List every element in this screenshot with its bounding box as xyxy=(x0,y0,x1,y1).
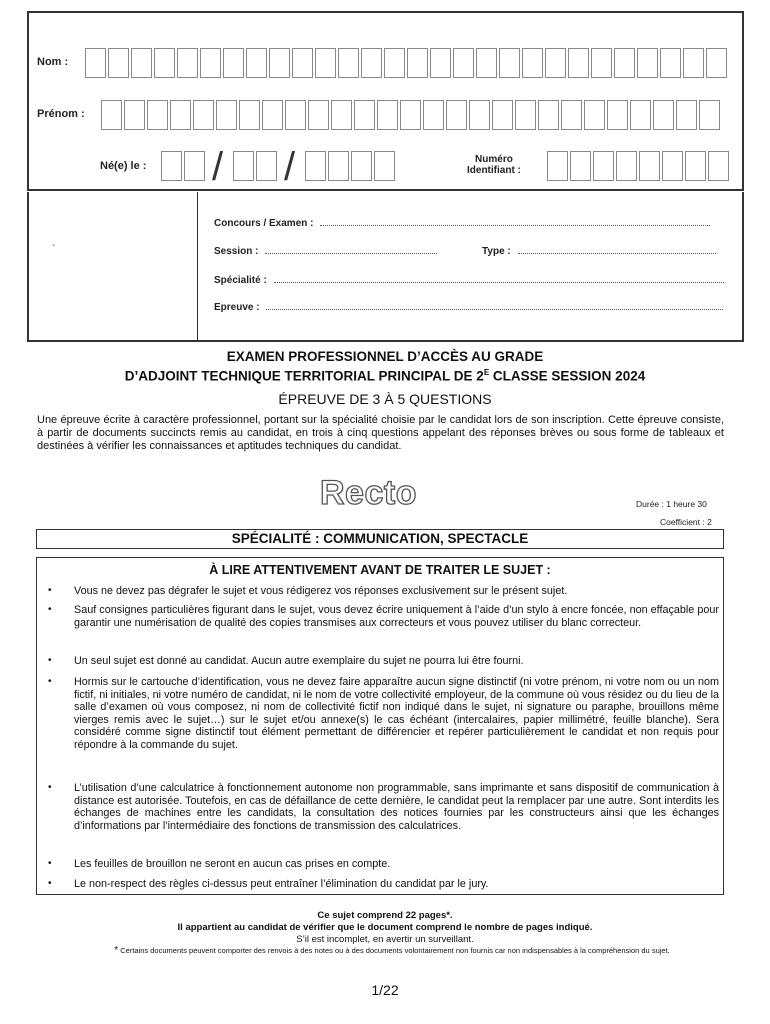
letter-box[interactable] xyxy=(147,100,168,130)
bullet: • xyxy=(48,585,52,596)
letter-box[interactable] xyxy=(131,48,152,78)
page-number: 1/22 xyxy=(371,982,399,998)
identifier-label: Numéro Identifiant : xyxy=(467,154,521,176)
letter-box[interactable] xyxy=(374,151,395,181)
rule-item: Vous ne devez pas dégrafer le sujet et vous rédigerez vos réponses exclusivement sur le présent sujet. xyxy=(74,585,568,597)
left-mark: - xyxy=(52,240,56,251)
bullet: • xyxy=(48,782,52,793)
rule-item: L’utilisation d’une calculatrice à fonctionnement autonome non programmable, sans imprimante et sans dispositif de communication à distance est autorisée. Toutefois, en cas de défaillance de cette dernière, le candidat peut la remplacer par une autre. Sont interdits les échanges de machines entre les candidats, la consultation des notices fournies par les constructeurs ainsi que les échanges d’informations par l’intermédiaire des fonctions de transmission des calculatrices. xyxy=(74,782,719,832)
letter-box[interactable] xyxy=(453,48,474,78)
type-field[interactable] xyxy=(518,244,716,254)
verify-note: Il appartient au candidat de vérifier que le document comprend le nombre de pages indiqué. xyxy=(177,922,593,933)
letter-box[interactable] xyxy=(384,48,405,78)
letter-box[interactable] xyxy=(154,48,175,78)
letter-box[interactable] xyxy=(246,48,267,78)
letter-box[interactable] xyxy=(568,48,589,78)
session-label: Session : xyxy=(214,246,259,257)
letter-box[interactable] xyxy=(653,100,674,130)
letter-box[interactable] xyxy=(170,100,191,130)
letter-box[interactable] xyxy=(676,100,697,130)
letter-box[interactable] xyxy=(591,48,612,78)
type-label: Type : xyxy=(482,246,511,257)
letter-box[interactable] xyxy=(522,48,543,78)
letter-box[interactable] xyxy=(193,100,214,130)
coefficient: Coefficient : 2 xyxy=(660,517,712,527)
concours-label: Concours / Examen : xyxy=(214,218,314,229)
rules-title: À LIRE ATTENTIVEMENT AVANT DE TRAITER LE SUJET : xyxy=(209,563,551,577)
session-row xyxy=(214,244,716,257)
bullet: • xyxy=(48,858,52,869)
letter-box[interactable] xyxy=(492,100,513,130)
letter-box[interactable] xyxy=(305,151,326,181)
rules-box xyxy=(36,557,724,895)
letter-box[interactable] xyxy=(476,48,497,78)
letter-box[interactable] xyxy=(328,151,349,181)
concours-field[interactable] xyxy=(320,216,710,226)
birth-day-field[interactable] xyxy=(161,151,207,181)
letter-box[interactable] xyxy=(616,151,637,181)
exam-title-line2: D’ADJOINT TECHNIQUE TERRITORIAL PRINCIPAL DE $2^E$ CLASSE SESSION 2024 xyxy=(124,368,646,384)
letter-box[interactable] xyxy=(584,100,605,130)
letter-box[interactable] xyxy=(161,151,182,181)
specialite-field[interactable] xyxy=(274,273,724,283)
page-count-note: Ce sujet comprend 22 pages*. xyxy=(317,910,453,921)
letter-box[interactable] xyxy=(607,100,628,130)
letter-box[interactable] xyxy=(184,151,205,181)
letter-box[interactable] xyxy=(614,48,635,78)
epreuve-field[interactable] xyxy=(266,300,723,310)
letter-box[interactable] xyxy=(561,100,582,130)
incomplete-note: S’il est incomplet, en avertir un surveillant. xyxy=(296,934,474,945)
specialite-label: Spécialité : xyxy=(214,275,267,286)
bullet: • xyxy=(48,655,52,666)
recto-watermark: Recto xyxy=(320,474,417,512)
letter-box[interactable] xyxy=(706,48,727,78)
exam-info-box xyxy=(27,192,744,342)
letter-box[interactable] xyxy=(547,151,568,181)
letter-box[interactable] xyxy=(338,48,359,78)
letter-box[interactable] xyxy=(216,100,237,130)
letter-box[interactable] xyxy=(200,48,221,78)
letter-box[interactable] xyxy=(630,100,651,130)
specialty-banner: SPÉCIALITÉ : COMMUNICATION, SPECTACLE xyxy=(36,529,724,549)
letter-box[interactable] xyxy=(351,151,372,181)
letter-box[interactable] xyxy=(308,100,329,130)
footnote: * Certains documents peuvent comporter des renvois à des notes ou à des documents volontairement non fournis car non indispensables à la compréhension du sujet. xyxy=(114,945,670,956)
letter-box[interactable] xyxy=(593,151,614,181)
letter-box[interactable] xyxy=(315,48,336,78)
letter-box[interactable] xyxy=(423,100,444,130)
rule-item: Sauf consignes particulières figurant dans le sujet, vous devez écrire uniquement à l’aide d’un stylo à encre foncée, non effaçable pour garantir une numérisation de qualité des copies transmises aux correcteurs et vous pouvez utiliser du blanc correcteur. xyxy=(74,604,719,629)
letter-box[interactable] xyxy=(177,48,198,78)
concours-row xyxy=(214,216,710,229)
letter-box[interactable] xyxy=(101,100,122,130)
bullet: • xyxy=(48,878,52,889)
letter-box[interactable] xyxy=(515,100,536,130)
identification-box xyxy=(27,11,744,191)
prenom-label: Prénom : xyxy=(37,108,85,120)
letter-box[interactable] xyxy=(377,100,398,130)
letter-box[interactable] xyxy=(469,100,490,130)
letter-box[interactable] xyxy=(361,48,382,78)
letter-box[interactable] xyxy=(292,48,313,78)
info-divider xyxy=(197,192,198,340)
prenom-field[interactable] xyxy=(101,100,722,130)
bullet: • xyxy=(48,604,52,615)
nom-field[interactable] xyxy=(85,48,729,78)
letter-box[interactable] xyxy=(400,100,421,130)
exam-intro: Une épreuve écrite à caractère professionnel, portant sur la spécialité choisie par le candidat lors de son inscription. Cette épreuve consiste, à partir de documents succincts remis au candidat, en trois à cinq questions appelant des réponses brèves ou sous forme de tableaux et destinées à vérifier les connaissances et aptitudes techniques du candidat. xyxy=(37,414,724,452)
rule-item: Le non-respect des règles ci-dessus peut entraîner l’élimination du candidat par le jury. xyxy=(74,878,489,890)
letter-box[interactable] xyxy=(262,100,283,130)
birth-year-field[interactable] xyxy=(305,151,397,181)
exam-title-line1: EXAMEN PROFESSIONNEL D’ACCÈS AU GRADE xyxy=(226,349,544,364)
duration: Durée : 1 heure 30 xyxy=(636,499,707,509)
birthdate-label: Né(e) le : xyxy=(100,160,147,172)
letter-box[interactable] xyxy=(285,100,306,130)
letter-box[interactable] xyxy=(662,151,683,181)
birth-month-field[interactable] xyxy=(233,151,279,181)
letter-box[interactable] xyxy=(708,151,729,181)
letter-box[interactable] xyxy=(430,48,451,78)
rule-item: Hormis sur le cartouche d’identification, vous ne devez faire apparaître aucun signe distinctif (ni votre prénom, ni votre nom ou un nom fictif, ni initiales, ni votre numéro de candidat, ni le nom de votre collectivité employeur, de la commune où vous résidez ou du lieu de la salle d’examen où vous composez, ni nom de collectivité fictif non indiqué dans le sujet, ni signature ou paraphe, brouillons même vierges remis avec le sujet…) sur le sujet et/ou annexe(s) le cas échéant (intercalaires, papier millimétré, feuille blanche). Sera considéré comme signe distinctif tout élément permettant de différencier et repérer particulièrement le candidat et non requis pour répondre à la commande du sujet. xyxy=(74,676,719,751)
nom-label: Nom : xyxy=(37,56,69,68)
letter-box[interactable] xyxy=(331,100,352,130)
letter-box[interactable] xyxy=(85,48,106,78)
letter-box[interactable] xyxy=(683,48,704,78)
letter-box[interactable] xyxy=(124,100,145,130)
letter-box[interactable] xyxy=(233,151,254,181)
exam-subtitle: ÉPREUVE DE 3 À 5 QUESTIONS xyxy=(278,391,492,407)
letter-box[interactable] xyxy=(446,100,467,130)
letter-box[interactable] xyxy=(269,48,290,78)
letter-box[interactable] xyxy=(407,48,428,78)
letter-box[interactable] xyxy=(545,48,566,78)
letter-box[interactable] xyxy=(239,100,260,130)
letter-box[interactable] xyxy=(637,48,658,78)
letter-box[interactable] xyxy=(570,151,591,181)
letter-box[interactable] xyxy=(660,48,681,78)
session-field[interactable] xyxy=(265,244,437,254)
letter-box[interactable] xyxy=(639,151,660,181)
date-separator: / xyxy=(284,145,296,189)
date-separator: / xyxy=(212,145,224,189)
specialite-row xyxy=(214,273,724,286)
letter-box[interactable] xyxy=(538,100,559,130)
epreuve-row xyxy=(214,300,723,313)
letter-box[interactable] xyxy=(108,48,129,78)
letter-box[interactable] xyxy=(499,48,520,78)
identifier-field[interactable] xyxy=(547,151,731,181)
letter-box[interactable] xyxy=(699,100,720,130)
bullet: • xyxy=(48,676,52,687)
rule-item: Un seul sujet est donné au candidat. Aucun autre exemplaire du sujet ne pourra lui être fourni. xyxy=(74,655,524,667)
letter-box[interactable] xyxy=(354,100,375,130)
letter-box[interactable] xyxy=(223,48,244,78)
rule-item: Les feuilles de brouillon ne seront en aucun cas prises en compte. xyxy=(74,858,391,870)
letter-box[interactable] xyxy=(256,151,277,181)
epreuve-label: Epreuve : xyxy=(214,302,260,313)
letter-box[interactable] xyxy=(685,151,706,181)
